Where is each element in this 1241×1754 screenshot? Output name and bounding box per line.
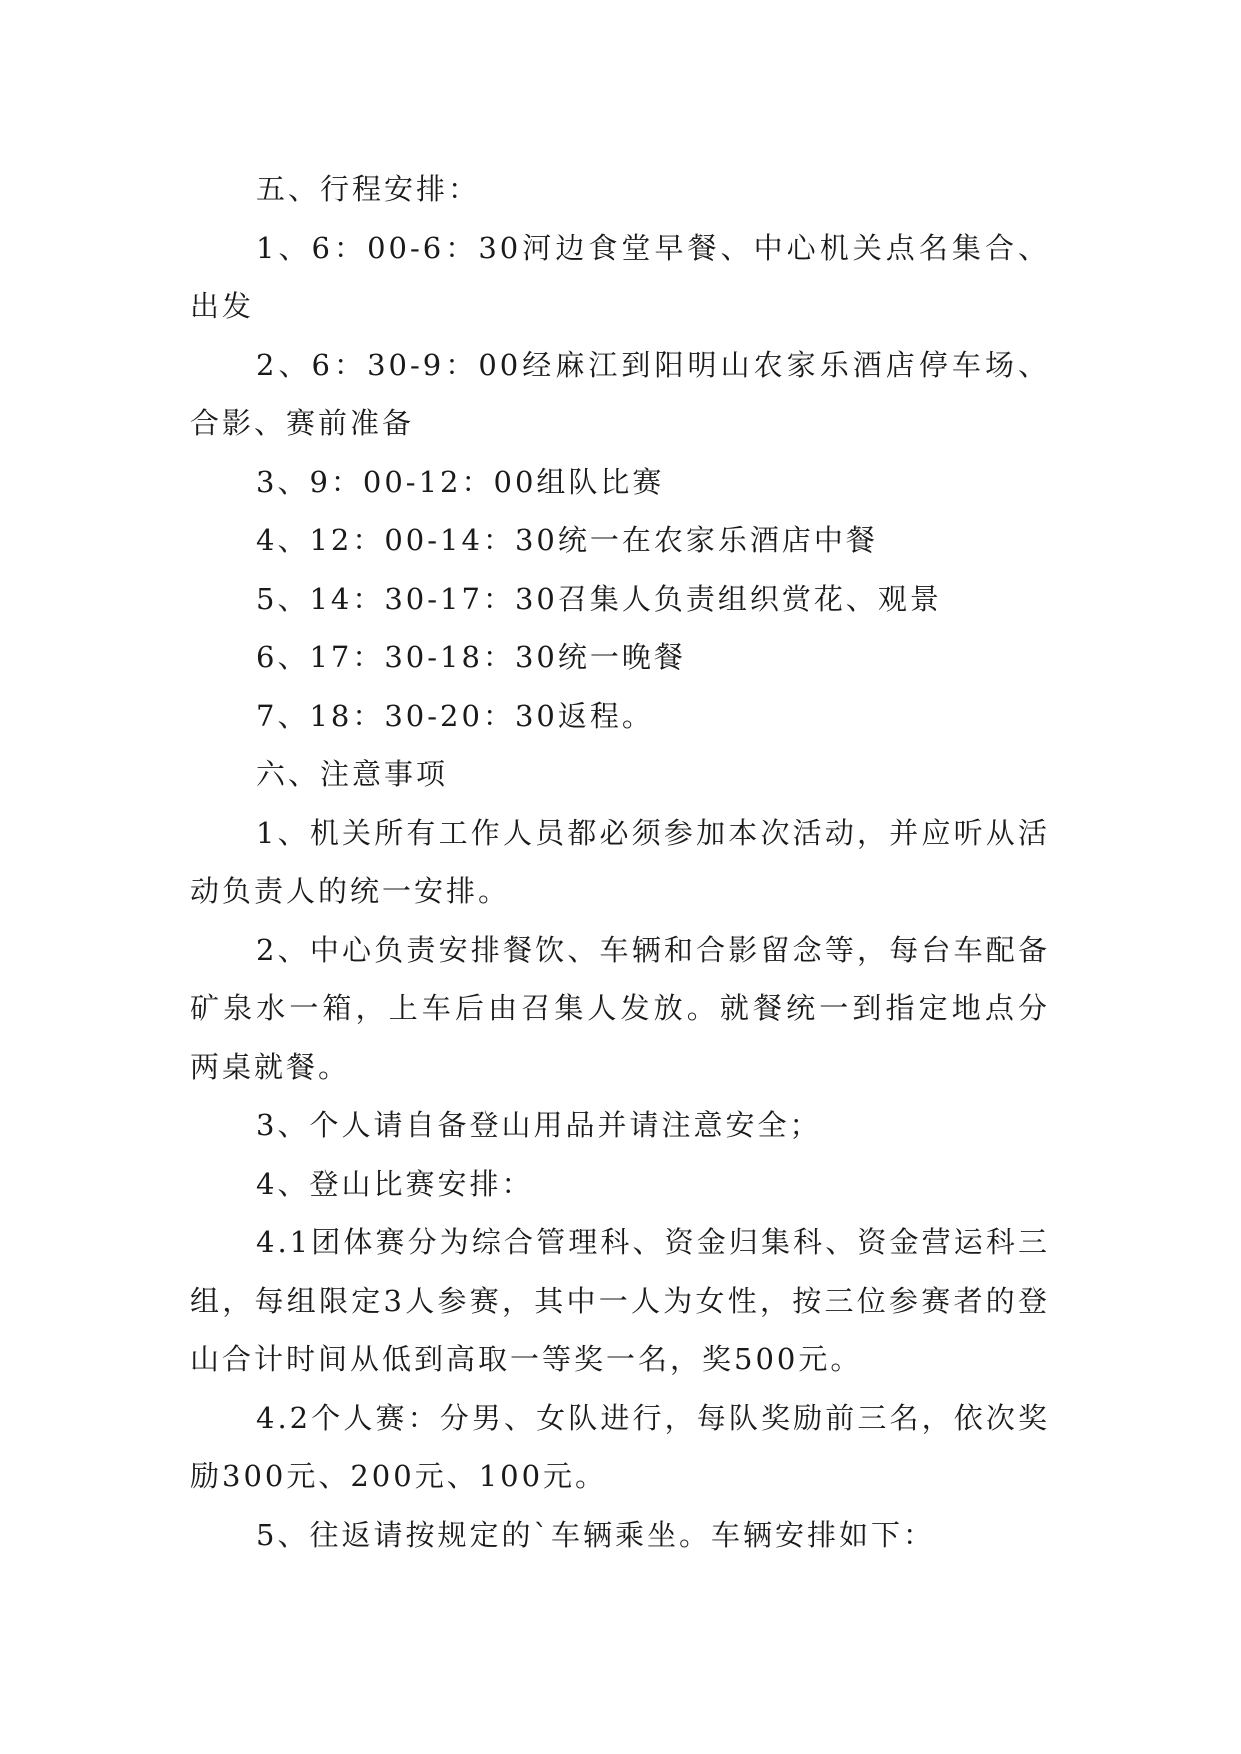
section-heading-notes: 六、注意事项 xyxy=(256,757,449,791)
itinerary-item-1: 1、6：00-6：30河边食堂早餐、中心机关点名集合、出发 xyxy=(190,230,1050,323)
itinerary-item-3: 3、9：00-12：00组队比赛 xyxy=(256,464,665,499)
itinerary-item-6: 6、17：30-18：30统一晚餐 xyxy=(256,640,686,674)
itinerary-item-5: 5、14：30-17：30召集人负责组织赏花、观景 xyxy=(256,581,942,616)
note-item-5: 5、往返请按规定的`车辆乘坐。车辆安排如下： xyxy=(256,1517,935,1552)
itinerary-item-4: 4、12：00-14：30统一在农家乐酒店中餐 xyxy=(256,523,878,557)
note-item-2: 2、中心负责安排餐饮、车辆和合影留念等，每台车配备矿泉水一箱，上车后由召集人发放。就餐统一到指定地点分两桌就餐。 xyxy=(190,932,1050,1084)
note-item-4-1: 4.1团体赛分为综合管理科、资金归集科、资金营运科三组，每组限定3人参赛，其中一人为女性，按三位参赛者的登山合计时间从低到高取一等奖一名，奖500元。 xyxy=(190,1225,1050,1376)
note-item-1: 1、机关所有工作人员都必须参加本次活动，并应听从活动负责人的统一安排。 xyxy=(190,815,1050,908)
note-item-4: 4、登山比赛安排： xyxy=(256,1166,534,1201)
note-item-3: 3、个人请自备登山用品并请注意安全； xyxy=(256,1108,822,1142)
section-heading-itinerary: 五、行程安排： xyxy=(256,172,481,206)
note-item-4-2: 4.2个人赛：分男、女队进行，每队奖励前三名，依次奖励300元、200元、100元。 xyxy=(190,1400,1050,1493)
document-body xyxy=(190,160,1050,1564)
itinerary-item-2: 2、6：30-9：00经麻江到阳明山农家乐酒店停车场、合影、赛前准备 xyxy=(190,347,1050,440)
itinerary-item-7: 7、18：30-20：30返程。 xyxy=(256,698,654,733)
